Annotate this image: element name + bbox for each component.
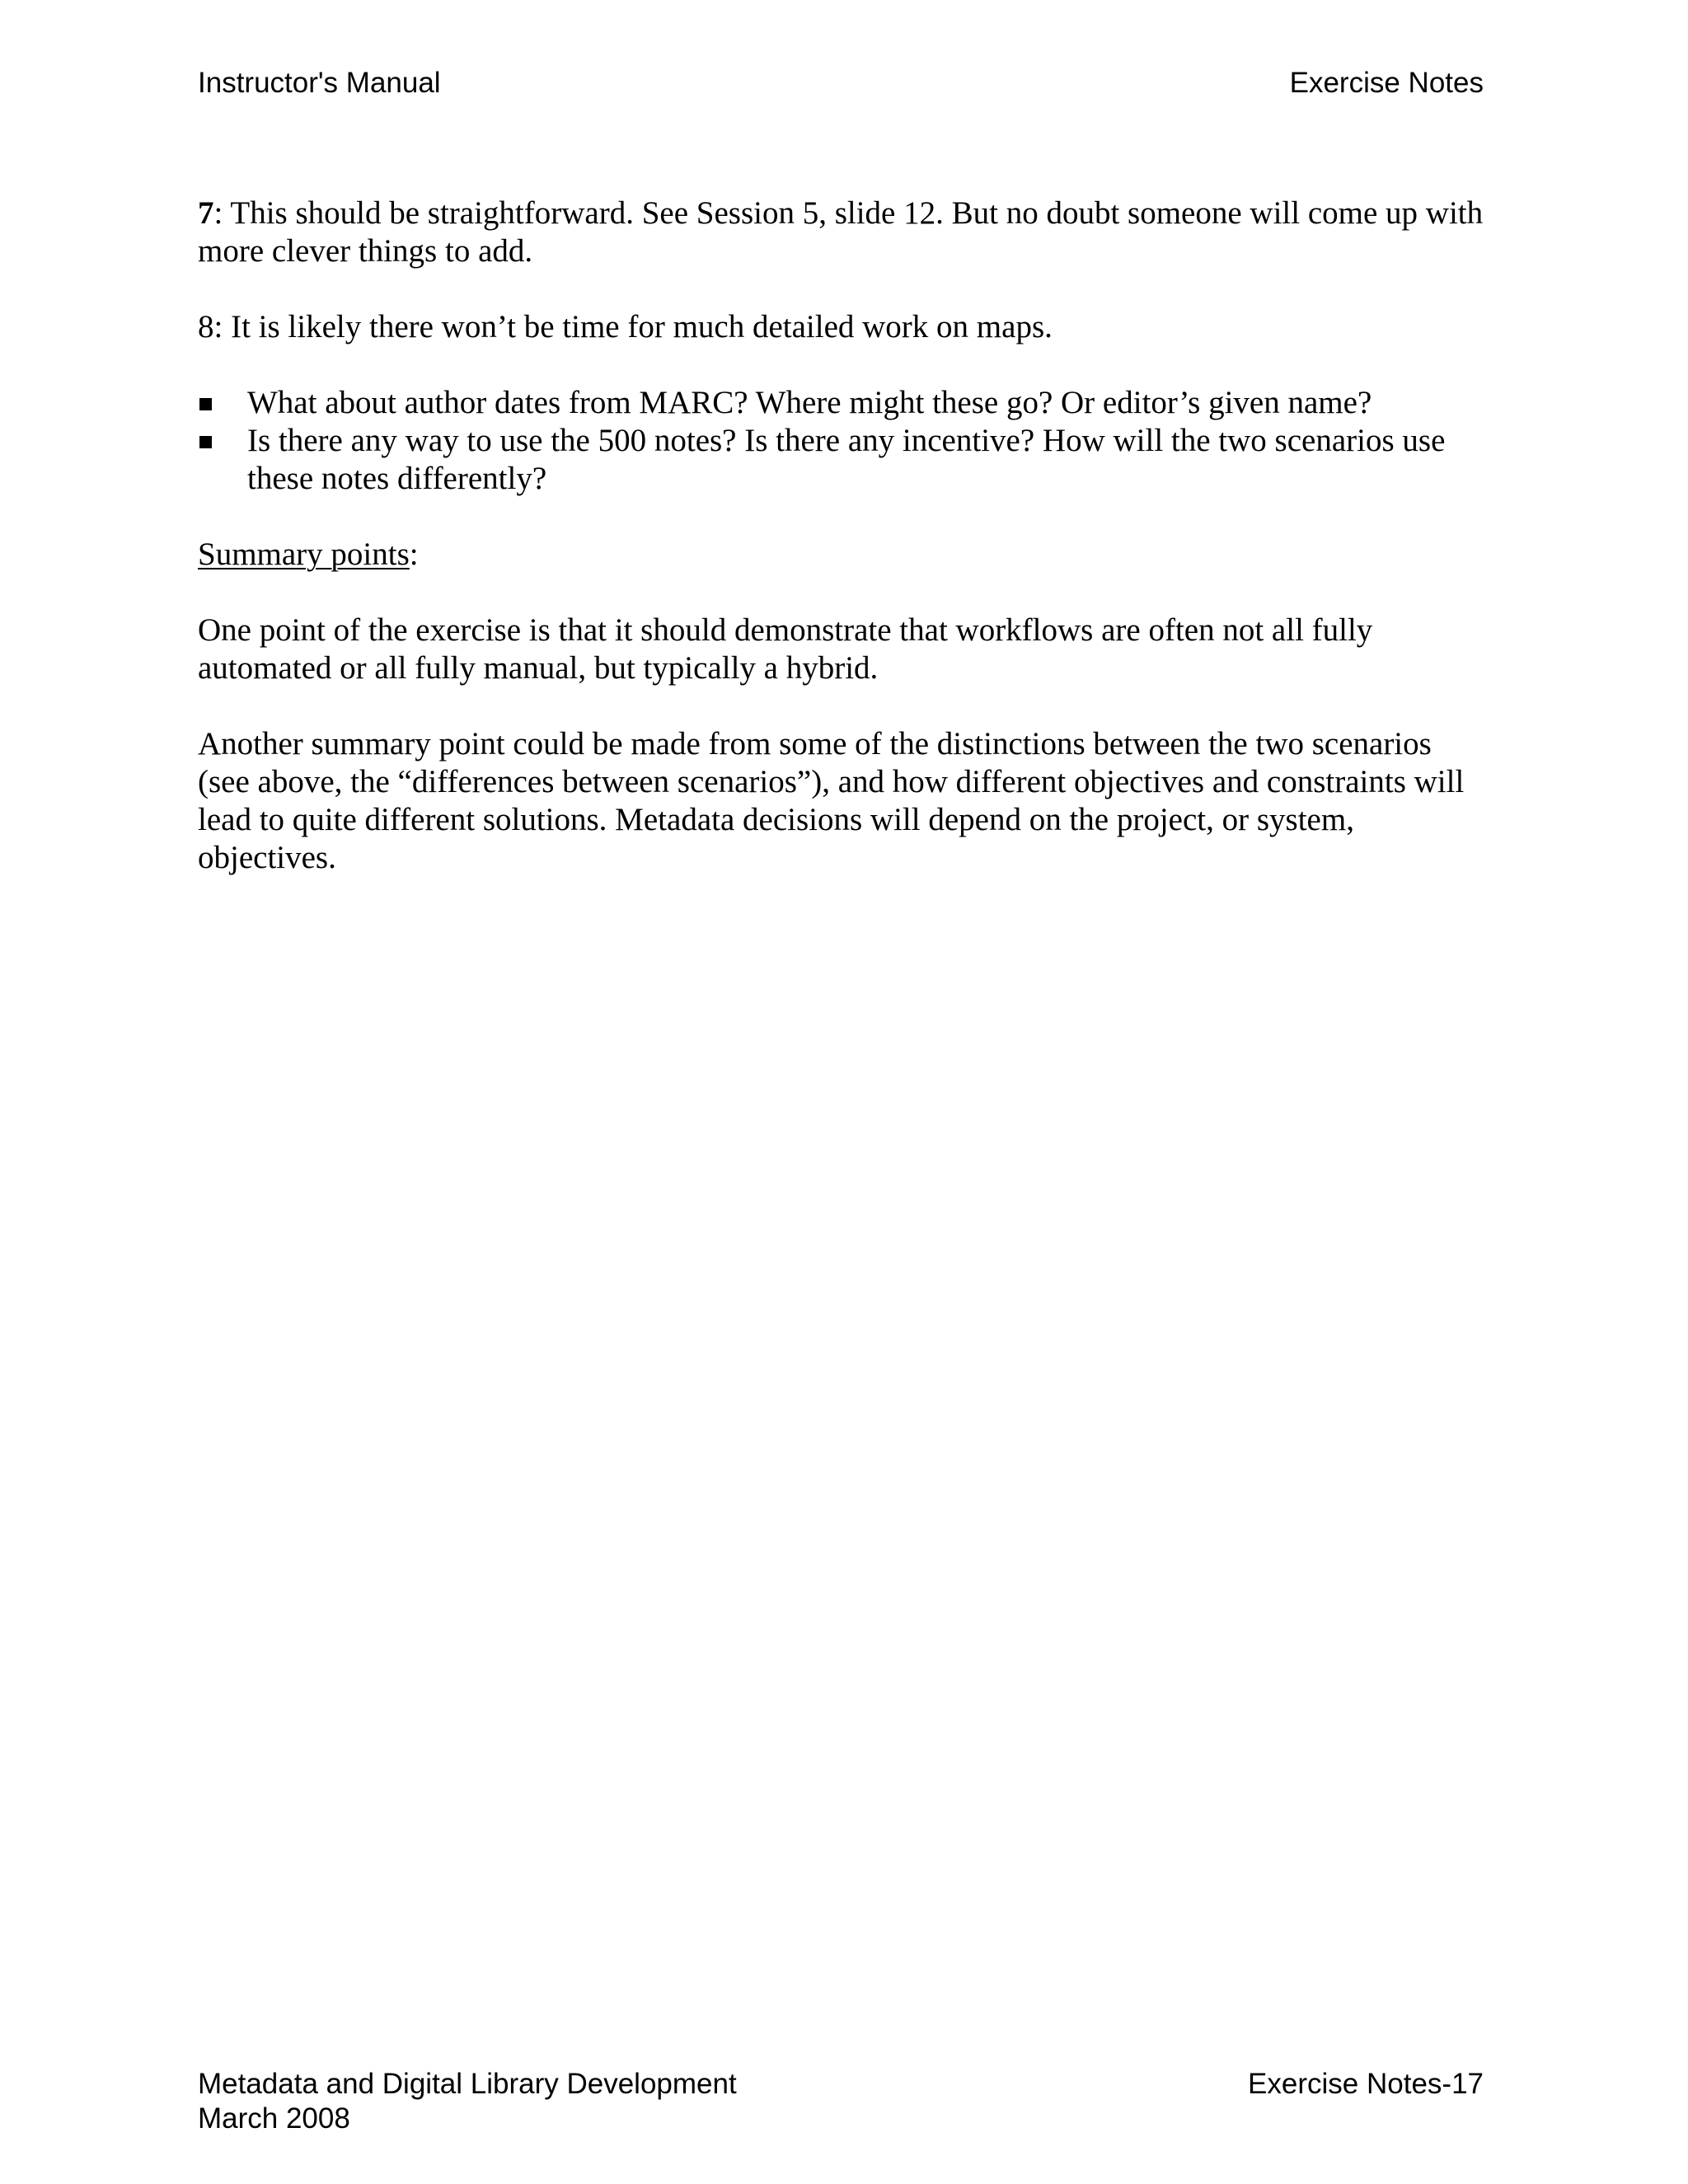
square-bullet-icon [199,436,212,448]
list-item-text: What about author dates from MARC? Where might these go? Or editor’s given name? [247,385,1372,420]
item-number: 7 [198,195,214,231]
summary-paragraph-2: Another summary point could be made from some of the distinctions between the two scenarios (see above, the “differences between scenarios”), and how different objectives and constraints will lead to quite different solutions. Metadata decisions will depend on the project, or system, objectives. [198,726,1465,875]
square-bullet-icon [199,398,212,410]
page-body [198,194,1484,915]
page-number: Exercise Notes-17 [1248,2068,1484,2100]
footer-course-title: Metadata and Digital Library Development [198,2068,737,2100]
paragraph-7-text: : This should be straightforward. See Session 5, slide 12. But no doubt someone will come up with more clever things to add. [198,195,1484,269]
summary-heading-colon: : [409,537,419,572]
page-footer [198,2067,1484,2136]
header-left: Instructor's Manual [198,67,441,99]
header-right: Exercise Notes [1289,67,1484,99]
paragraph-7 [198,194,1484,270]
summary-heading [198,536,1484,574]
list-item-text: Is there any way to use the 500 notes? Is there any incentive? How will the two scenarios use these notes differently? [247,423,1446,496]
paragraph-8: 8: It is likely there won’t be time for much detailed work on maps. [198,309,1053,344]
footer-left [198,2067,737,2136]
list-item [198,384,1484,422]
list-item [198,422,1484,498]
bullet-list [198,384,1484,498]
page-header [198,64,1484,102]
footer-date: March 2008 [198,2102,350,2135]
summary-heading-text: Summary points [198,537,410,572]
summary-paragraph-1: One point of the exercise is that it should demonstrate that workflows are often not all fully automated or all fully manual, but typically a hybrid. [198,612,1373,686]
